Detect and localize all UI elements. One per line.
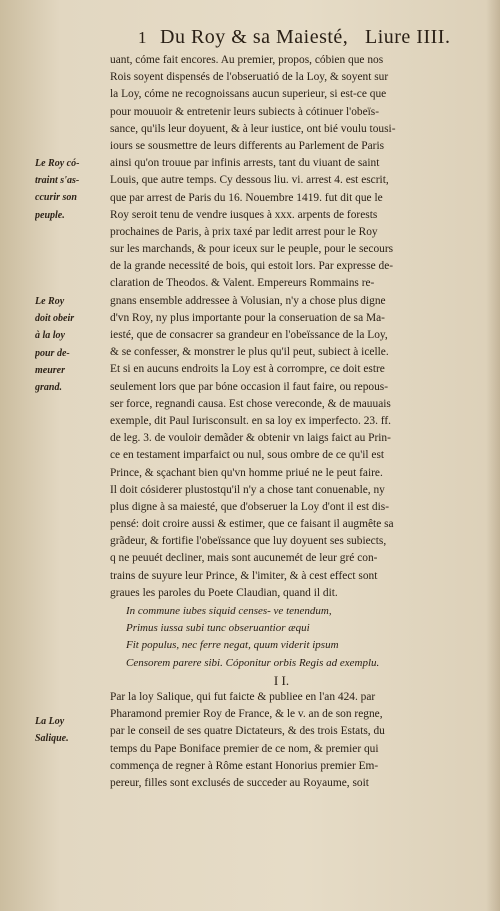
paragraph-one — [110, 52, 493, 602]
book-number: Liure IIII. — [365, 26, 451, 48]
folio-number: 1 — [138, 28, 147, 47]
running-title: Du Roy & sa Maiesté, — [160, 26, 349, 48]
margin-note-roy-loy — [35, 293, 109, 396]
verse-line: Primus iussa subi tunc obseruantior æqui — [126, 622, 310, 635]
text-line: uant, cóme fait encores. Au premier, propos, cóbien que nos — [110, 54, 384, 66]
text-line: de la grande necessité de bois, qui estoit lors. Par expresse de- — [110, 260, 394, 273]
text-line: Il doit cósiderer plustostqu'il n'y a chose tant conuenable, ny — [110, 483, 385, 496]
text-line: & se confesser, & monstrer le plus qu'il peut, subiect à icelle. — [110, 346, 389, 359]
margin-note-line: Le Roy có- — [35, 158, 80, 169]
text-line: pereur, filles sont exclusés de succeder au Royaume, soit — [110, 776, 369, 789]
text-line: commença de regner à Rôme estant Honorius premier Em- — [110, 759, 379, 772]
main-text-block — [110, 52, 493, 792]
text-line: par le conseil de ses quatre Dictateurs, & des trois Estats, du — [110, 725, 385, 738]
margin-note-line: grand. — [35, 381, 62, 393]
verse-quotation — [110, 603, 493, 672]
text-line: pour mouuoir & entretenir leurs subiects à cótinuer l'obeïs- — [110, 105, 380, 118]
text-line: sur les marchands, & pour iceux sur le peuple, pour le secours — [110, 243, 394, 256]
verse-line: In commune iubes siquid censes- ve tenendum, — [126, 605, 332, 617]
text-line: q ne peuuét decliner, mais sont aucunemét de leur gré con- — [110, 552, 378, 565]
text-line: exemple, dit Paul Iurisconsult. en sa loy ex imperfecto. 23. ff. — [110, 414, 392, 427]
text-line: ce en testament imparfaict ou nul, sous ombre de ce qu'il est — [110, 449, 385, 462]
margin-note-line: à la loy — [35, 330, 65, 342]
page-header — [0, 22, 500, 50]
margin-note-line: pour de- — [35, 347, 70, 359]
text-line: graues les paroles du Poete Claudian, quand il dit. — [110, 586, 338, 599]
margin-note-line: doit obeir — [35, 313, 75, 325]
text-line: de leg. 3. de vouloir demãder & obtenir vn laigs faict au Prin- — [110, 432, 391, 445]
margin-note-line: meurer — [35, 364, 65, 376]
margin-note-line: peuple. — [35, 209, 65, 221]
text-line: ser force, regnandi causa. Est chose vereconde, & de mauuais — [110, 397, 391, 410]
margin-note-loy-salique — [35, 713, 109, 747]
text-line: Rois soyent dispensés de l'obseruatió de la Loy, & soyent sur — [110, 71, 389, 84]
text-line: pensé: doit croire aussi & estimer, que ce faisant il augmête sa — [110, 518, 394, 531]
text-line: ainsi qu'on trouue par infinis arrests, tant du viuant de saint — [110, 157, 380, 170]
text-line: trains de suyure leur Prince, & l'imiter, & à cest effect sont — [110, 569, 378, 582]
text-line: iours se sousmettre de leurs differents au Parlement de Paris — [110, 139, 385, 152]
text-line: la Loy, cóme ne recognoissans aucun superieur, si est-ce que — [110, 88, 387, 101]
margin-note-line: La Loy — [35, 716, 65, 727]
text-line: prochaines de Paris, à prix taxé par ledit arrest pour le Roy — [110, 225, 378, 238]
text-line: Par la loy Salique, qui fut faicte & publiee en l'an 424. par — [110, 690, 376, 703]
verse-line: Censorem parere sibi. Cóponitur orbis Regis ad exemplu. — [126, 656, 380, 669]
text-line: temps du Pape Boniface premier de ce nom, & premier qui — [110, 742, 379, 755]
margin-note-line: Le Roy — [35, 296, 65, 307]
text-line: sance, qu'ils leur doyuent, & à leur iustice, ont bié voulu tousi- — [110, 122, 396, 135]
text-line: claration de Theodos. & Valent. Empereurs Rommains re- — [110, 277, 375, 290]
text-line: Louis, que autre temps. Cy dessous liu. vi. arrest 4. est escrit, — [110, 174, 389, 187]
text-line: gnans ensemble addressee à Volusian, n'y a chose plus digne — [110, 294, 386, 307]
margin-note-roy-peuple — [35, 155, 109, 224]
text-line: que par arrest de Paris du 16. Nouembre 1419. fut dit que le — [110, 191, 383, 204]
paragraph-two — [110, 689, 493, 792]
verse-line: Fit populus, nec ferre negat, quum viderit ipsum — [126, 639, 339, 652]
text-line: d'vn Roy, ny plus importante pour la conseruation de sa Ma- — [110, 311, 385, 324]
text-line: Roy seroit tenu de vendre iusques à xxx. arpents de forests — [110, 208, 378, 221]
text-line: iesté, que de consacrer sa grandeur en l'obeïssance de la Loy, — [110, 329, 388, 341]
margin-note-line: traint s'as- — [35, 175, 80, 187]
section-number: I I. — [273, 672, 290, 688]
text-line: Pharamond premier Roy de France, & le v. an de son regne, — [110, 708, 383, 721]
text-line: Et si en aucuns endroits la Loy est à corrompre, ce doit estre — [110, 363, 385, 376]
text-line: Prince, & sçachant bien qu'vn homme priué ne le peut faire. — [110, 466, 383, 479]
margin-note-line: Salique. — [35, 733, 69, 745]
text-line: plus digne à sa maiesté, que d'obseruer la Loy d'ont il est dis- — [110, 500, 389, 513]
text-line: grãdeur, & fortifie l'obeïssance que luy doyuent ses subiects, — [110, 535, 387, 548]
text-line: seulement lors que par bóne occasion il faut faire, ou repous- — [110, 380, 389, 393]
margin-note-line: ccurir son — [35, 192, 77, 204]
